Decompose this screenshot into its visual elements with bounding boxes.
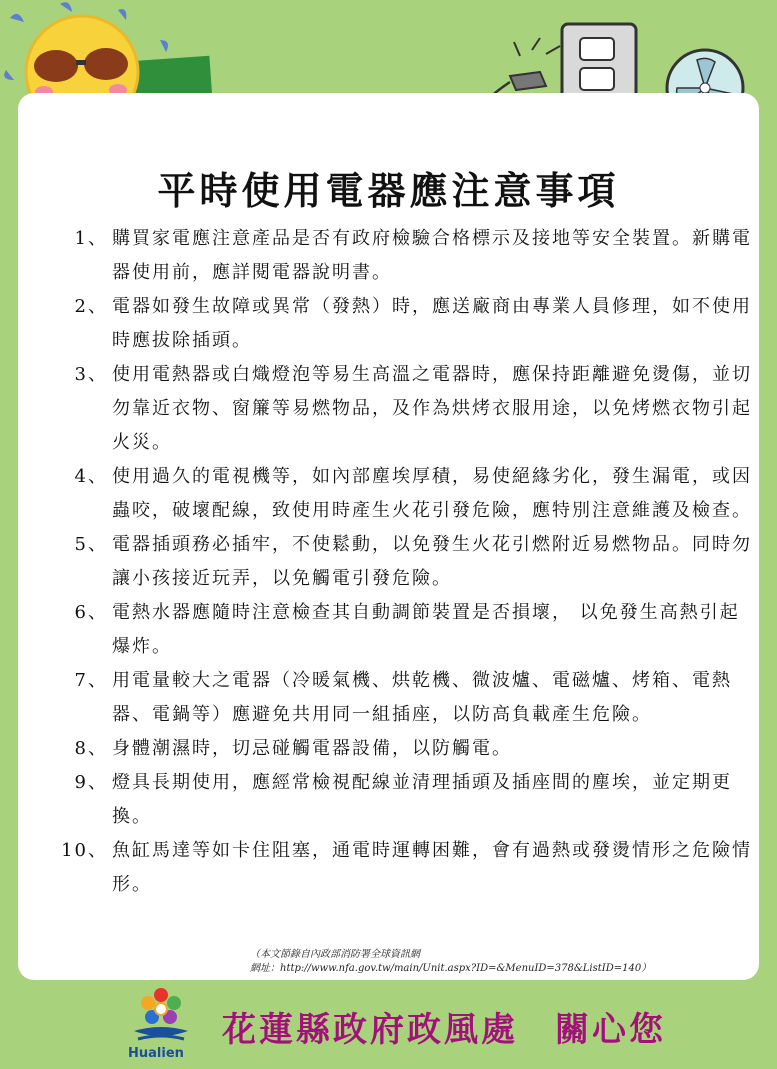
item-number: 6 [74,602,88,623]
item-number: 2 [74,296,88,317]
item-text: 魚缸馬達等如卡住阻塞，通電時運轉困難，會有過熱或發燙情形之危險情形。 [112,840,752,895]
source-line: （本文節錄自內政部消防署全球資訊網 [250,949,420,960]
item-text: 身體潮濕時，切忌碰觸電器設備，以防觸電。 [112,738,512,759]
list-item: 4 、 使用過久的電視機等，如內部塵埃厚積，易使絕緣劣化，發生漏電，或因蟲咬，破壞配線，致使用時產生火花引發危險，應特別注意維護及檢查。 [42,460,752,528]
item-number: 3 [74,364,88,385]
item-number: 4 [74,466,88,487]
list-item: 9 、 燈具長期使用，應經常檢視配線並清理插頭及插座間的塵埃，並定期更換。 [42,766,752,834]
item-number: 7 [74,670,88,691]
source-note [250,948,760,976]
item-text: 購買家電應注意產品是否有政府檢驗合格標示及接地等安全裝置。新購電器使用前，應詳閱電器說明書。 [112,228,752,283]
list-item: 8 、 身體潮濕時，切忌碰觸電器設備，以防觸電。 [42,732,752,766]
item-number: 8 [74,738,88,759]
notice-list [42,222,752,902]
item-number: 10 [61,840,88,861]
item-text: 電熱水器應隨時注意檢查其自動調節裝置是否損壞， 以免發生高熱引起爆炸。 [112,602,740,657]
source-url: 網址：http://www.nfa.gov.tw/main/Unit.aspx?ID=&MenuID=378&ListID=140） [250,963,652,974]
item-text: 電器如發生故障或異常（發熱）時，應送廠商由專業人員修理，如不使用時應拔除插頭。 [112,296,752,351]
item-text: 電器插頭務必插牢，不使鬆動，以免發生火花引燃附近易燃物品。同時勿讓小孩接近玩弄，以免觸電引發危險。 [112,534,752,589]
logo-text: Hualien [128,1046,184,1061]
item-text: 燈具長期使用，應經常檢視配線並清理插頭及插座間的塵埃，並定期更換。 [112,772,732,827]
page-title: 平時使用電器應注意事項 [157,169,620,213]
item-number: 1 [74,228,88,249]
list-item: 3 、 使用電熱器或白熾燈泡等易生高溫之電器時，應保持距離避免燙傷，並切勿靠近衣物、窗簾等易燃物品，及作為烘烤衣服用途，以免烤燃衣物引起火災。 [42,358,752,460]
list-item: 5 、 電器插頭務必插牢，不使鬆動，以免發生火花引燃附近易燃物品。同時勿讓小孩接近玩弄，以免觸電引發危險。 [42,528,752,596]
list-item: 2 、 電器如發生故障或異常（發熱）時，應送廠商由專業人員修理，如不使用時應拔除插頭。 [42,290,752,358]
list-item: 10 、 魚缸馬達等如卡住阻塞，通電時運轉困難，會有過熱或發燙情形之危險情形。 [42,834,752,902]
item-text: 用電量較大之電器（冷暖氣機、烘乾機、微波爐、電磁爐、烤箱、電熱器、電鍋等）應避免共用同一組插座，以防高負載產生危險。 [112,670,732,725]
footer-slogan: 花蓮縣政府政風處 關心您 [222,1010,666,1050]
item-number: 9 [74,772,88,793]
item-text: 使用過久的電視機等，如內部塵埃厚積，易使絕緣劣化，發生漏電，或因蟲咬，破壞配線，致使用時產生火花引發危險，應特別注意維護及檢查。 [112,466,752,521]
list-item: 1 、 購買家電應注意產品是否有政府檢驗合格標示及接地等安全裝置。新購電器使用前，應詳閱電器說明書。 [42,222,752,290]
list-item: 6 、 電熱水器應隨時注意檢查其自動調節裝置是否損壞， 以免發生高熱引起爆炸。 [42,596,752,664]
list-item: 7 、 用電量較大之電器（冷暖氣機、烘乾機、微波爐、電磁爐、烤箱、電熱器、電鍋等）應避免共用同一組插座，以防高負載產生危險。 [42,664,752,732]
item-number: 5 [74,534,88,555]
item-text: 使用電熱器或白熾燈泡等易生高溫之電器時，應保持距離避免燙傷，並切勿靠近衣物、窗簾等易燃物品，及作為烘烤衣服用途，以免烤燃衣物引起火災。 [112,364,752,453]
